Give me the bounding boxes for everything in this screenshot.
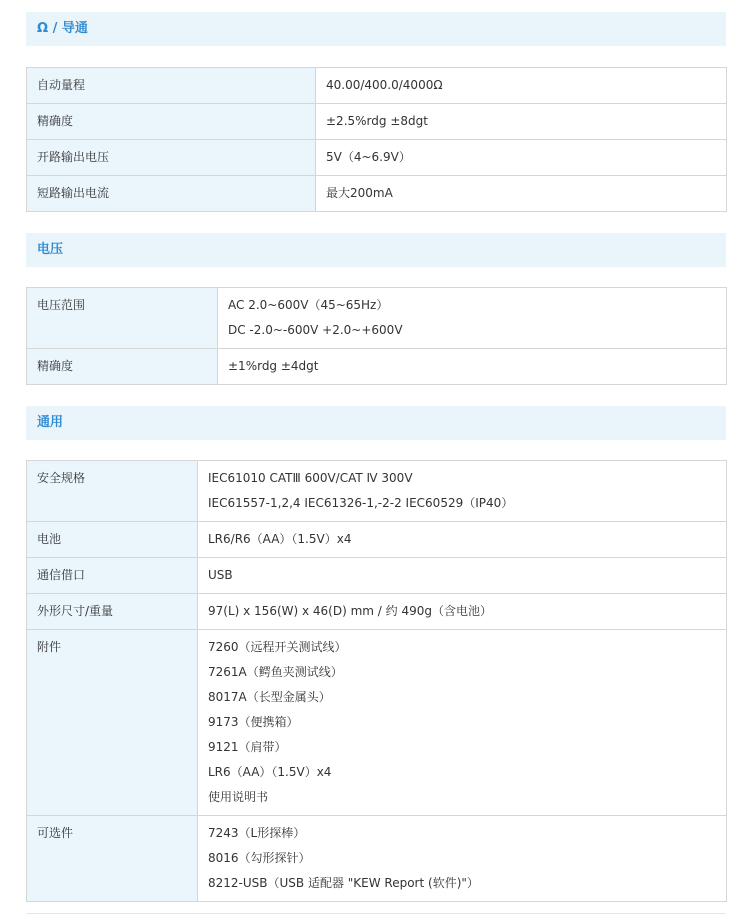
spec-table: [26, 460, 727, 902]
spec-label: 精确度: [27, 349, 218, 385]
spec-value: ±1%rdg ±4dgt: [218, 349, 727, 385]
spec-value: 40.00/400.0/4000Ω: [316, 68, 727, 104]
table-row: [27, 630, 727, 816]
spec-label: 安全规格: [27, 461, 198, 522]
section-title: 通用: [26, 406, 726, 440]
section-continuity: [26, 12, 726, 200]
table-row: [27, 461, 727, 522]
divider: [26, 913, 726, 914]
section-title: 电压: [26, 233, 726, 267]
spec-label: 通信借口: [27, 558, 198, 594]
table-row: [27, 522, 727, 558]
spec-label: 自动量程: [27, 68, 316, 104]
table-row: [27, 816, 727, 902]
table-row: [27, 140, 727, 176]
section-title: Ω / 导通: [26, 12, 726, 46]
spec-label: 可选件: [27, 816, 198, 902]
table-row: [27, 349, 727, 385]
spec-value: 最大200mA: [316, 176, 727, 212]
table-row: [27, 558, 727, 594]
spec-value: USB: [198, 558, 727, 594]
spec-label: 短路输出电流: [27, 176, 316, 212]
table-row: [27, 594, 727, 630]
spec-value: LR6/R6（AA）（1.5V）x4: [198, 522, 727, 558]
spec-table: [26, 287, 727, 385]
table-row: [27, 104, 727, 140]
spec-label: 外形尺寸/重量: [27, 594, 198, 630]
spec-value: AC 2.0~600V（45~65Hz） DC -2.0~-600V +2.0~+600V: [218, 288, 727, 349]
spec-label: 开路输出电压: [27, 140, 316, 176]
table-row: [27, 68, 727, 104]
section-general: [26, 406, 726, 890]
spec-value: 5V（4~6.9V）: [316, 140, 727, 176]
spec-label: 精确度: [27, 104, 316, 140]
spec-label: 附件: [27, 630, 198, 816]
spec-value: 7260（远程开关测试线） 7261A（鳄鱼夹测试线） 8017A（长型金属头） 9173（便携箱） 9121（肩带） LR6（AA）（1.5V）x4 使用说明书: [198, 630, 727, 816]
spec-value: 97(L) x 156(W) x 46(D) mm / 约 490g（含电池）: [198, 594, 727, 630]
table-row: [27, 288, 727, 349]
table-row: [27, 176, 727, 212]
spec-label: 电池: [27, 522, 198, 558]
spec-label: 电压范围: [27, 288, 218, 349]
spec-value: 7243（L形探棒） 8016（勾形探针） 8212-USB（USB 适配器 "KEW Report (软件)"）: [198, 816, 727, 902]
section-voltage: [26, 233, 726, 373]
spec-table: [26, 67, 727, 212]
spec-value: ±2.5%rdg ±8dgt: [316, 104, 727, 140]
spec-value: IEC61010 CATⅢ 600V/CAT Ⅳ 300V IEC61557-1,2,4 IEC61326-1,-2-2 IEC60529（IP40）: [198, 461, 727, 522]
